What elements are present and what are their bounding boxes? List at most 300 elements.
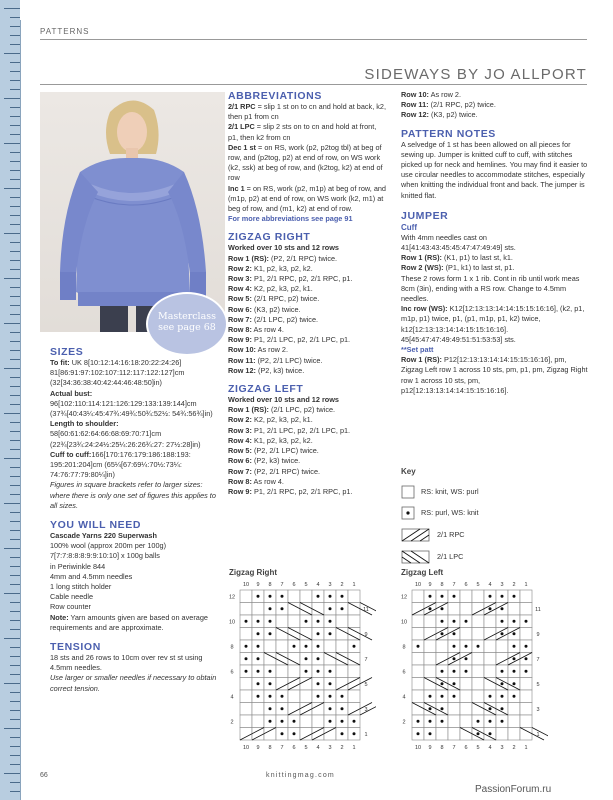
purl-dot — [525, 657, 528, 660]
ruler-tick — [10, 107, 20, 108]
ruler-tick — [10, 449, 20, 450]
chart-cell — [472, 628, 484, 641]
zig-right-sub: Worked over 10 sts and 12 rows — [228, 243, 339, 253]
row-label: Row 1 (RS): — [401, 355, 442, 365]
ruler-tick — [10, 152, 20, 153]
purl-dot — [281, 695, 284, 698]
row-number: 2 — [230, 719, 234, 726]
column-number: 6 — [292, 745, 296, 751]
purl-dot — [305, 657, 308, 660]
row-label: Row 8: — [228, 325, 252, 335]
pattern-row — [228, 325, 388, 335]
purl-dot — [417, 720, 420, 723]
row-label: Row 2: — [228, 415, 252, 425]
purl-dot — [513, 657, 516, 660]
row-number: 5 — [364, 681, 368, 688]
ruler-tick — [10, 377, 20, 378]
to-fit-value: UK 8[10:12:14:16:18:20:22:24:26] 81[86:91:97:102:107:112:117:122:127]cm (32[34:36:38:40:42:44:46:48:50]in) — [50, 358, 185, 388]
chart-cell — [300, 728, 312, 741]
chart-cell — [412, 628, 424, 641]
row-text: (K3, p2) twice. — [251, 304, 301, 314]
jumper-cast-on: With 4mm needles cast on 41[41:43:43:45:45:47:47:49:49] sts. — [401, 232, 516, 253]
purl-dot — [525, 645, 528, 648]
purl-dot — [441, 595, 444, 598]
ruler-tick — [10, 485, 20, 486]
row-text: (P2, 2/1 RPC) twice. — [268, 253, 338, 263]
row-label: Row 1 (RS): — [228, 405, 269, 415]
pattern-row — [228, 426, 388, 436]
chart-cell — [348, 615, 360, 628]
purl-dot — [513, 670, 516, 673]
ruler-tick — [4, 593, 20, 594]
purl-dot — [269, 707, 272, 710]
need-line: 4mm and 4.5mm needles — [50, 571, 133, 581]
column-number: 5 — [476, 582, 480, 588]
ruler-tick — [10, 17, 20, 18]
chart-cell — [312, 703, 324, 716]
need-note: Yarn amounts given are based on average requirements and are approximate. — [50, 612, 208, 632]
chart-cell — [472, 653, 484, 666]
chart-title-left: Zigzag Left — [401, 568, 444, 577]
column-number: 5 — [304, 745, 308, 751]
purl-dot — [477, 645, 480, 648]
ruler-tick — [10, 359, 20, 360]
ruler-tick — [10, 134, 20, 135]
ruler-tick — [10, 530, 20, 531]
chart-cell — [300, 603, 312, 616]
ruler-tick — [10, 170, 20, 171]
ruler-tick — [4, 548, 20, 549]
row-label: Row 4: — [228, 435, 252, 445]
purl-dot — [489, 732, 492, 735]
purl-dot — [489, 607, 492, 610]
chart-cell — [424, 678, 436, 691]
row-text: K12[12:13:13:14:14:15:15:16:16], (k2, p1, m1p, p1) twice, p1, (p1, m1p, p1, k2) twice, k12[12:13:13:14:14:15:15:16:16]. 45[45:47:47:49:49:51:51:53:53] sts. — [401, 304, 585, 344]
row-number: 9 — [364, 631, 368, 638]
row-text: P12[12:13:13:14:14:15:15:16:16], pm, Zigzag Left row 1 across 10 sts, pm, p1, pm, Zigzag Right row 1 across 10 sts, pm, p12[12:13:13:14:14:15:15:16:16]. — [401, 355, 588, 395]
column-number: 8 — [268, 745, 272, 751]
purl-dot — [465, 645, 468, 648]
chart-cell — [348, 603, 360, 616]
ruler-tick — [10, 89, 20, 90]
chart-cell — [436, 640, 448, 653]
chart-cell — [448, 603, 460, 616]
ruler-tick — [10, 602, 20, 603]
row-label: Row 11: — [401, 100, 429, 110]
ruler-tick — [4, 98, 20, 99]
abbrev-key: 2/1 RPC — [228, 102, 256, 111]
ruler-tick — [10, 467, 20, 468]
chart-cell — [348, 653, 360, 666]
key-label: 2/1 LPC — [437, 552, 464, 561]
chart-cell — [288, 703, 300, 716]
column-number: 7 — [280, 582, 284, 588]
purl-dot — [441, 670, 444, 673]
column-number: 9 — [256, 582, 260, 588]
divider — [40, 84, 587, 85]
tension-heading: TENSION — [50, 641, 101, 654]
ruler-tick — [4, 8, 20, 9]
purl-dot — [465, 620, 468, 623]
column-number: 2 — [512, 745, 516, 751]
chart-cell — [300, 678, 312, 691]
purl-dot — [257, 657, 260, 660]
zig-right-heading: ZIGZAG RIGHT — [228, 231, 311, 244]
row-text: (2/1 LPC, p2) twice. — [251, 314, 319, 324]
purl-dot — [441, 607, 444, 610]
column-number: 4 — [316, 582, 320, 588]
column-number: 6 — [464, 745, 468, 751]
chart-cell — [424, 628, 436, 641]
chart-cell — [288, 665, 300, 678]
pattern-row — [228, 254, 388, 264]
row-text: (P1, k1) to last st, p1. — [443, 263, 515, 273]
chart-cell — [520, 715, 532, 728]
row-text: K1, p2, k3, p2, k2. — [251, 263, 313, 273]
row-label: Row 7: — [228, 466, 252, 476]
purl-dot — [441, 620, 444, 623]
chart-title-right: Zigzag Right — [229, 568, 277, 577]
chart-cell — [288, 603, 300, 616]
ruler-tick — [10, 197, 20, 198]
ruler-tick — [10, 566, 20, 567]
cuff-subheading: Cuff — [401, 222, 417, 232]
chart-cell — [276, 628, 288, 641]
page-number: 66 — [40, 772, 48, 779]
ruler-tick — [10, 656, 20, 657]
ruler-tick — [4, 188, 20, 189]
chart-cell — [300, 715, 312, 728]
chart-cell — [484, 665, 496, 678]
need-note-label: Note: — [50, 612, 69, 622]
row-text: As row 4. — [251, 325, 284, 335]
chart-cell — [336, 628, 348, 641]
chart-cell — [240, 690, 252, 703]
ruler-tick — [10, 539, 20, 540]
ruler-tick — [10, 314, 20, 315]
purl-dot — [329, 632, 332, 635]
ruler-tick — [10, 620, 20, 621]
chart-cell — [336, 678, 348, 691]
pattern-row — [228, 405, 388, 415]
row-number: 6 — [402, 669, 406, 676]
purl-dot — [317, 645, 320, 648]
purl-dot — [513, 682, 516, 685]
row-label: Row 2 (WS): — [401, 263, 444, 273]
chart-cell — [460, 590, 472, 603]
need-line: 7[7:7:8:8:8:9:9:10:10] x 100g balls — [50, 551, 160, 561]
chart-cell — [412, 703, 424, 716]
purl-dot — [453, 632, 456, 635]
row-text: (P2, 2/1 LPC) twice. — [255, 355, 323, 365]
row-number: 3 — [536, 706, 540, 713]
row-number: 8 — [230, 644, 234, 651]
purl-dot — [257, 682, 260, 685]
row-label: Row 4: — [228, 284, 252, 294]
ruler-tick — [10, 350, 20, 351]
purl-dot — [329, 670, 332, 673]
chart-cell — [300, 690, 312, 703]
purl-dot — [317, 620, 320, 623]
zig-left-heading: ZIGZAG LEFT — [228, 383, 304, 396]
purl-dot — [341, 607, 344, 610]
chart-cell — [252, 703, 264, 716]
purl-dot — [341, 707, 344, 710]
chart-cell — [300, 590, 312, 603]
chart-cell — [288, 590, 300, 603]
ruler-tick — [10, 719, 20, 720]
ruler-tick — [10, 125, 20, 126]
purl-dot — [441, 695, 444, 698]
chart-cell — [472, 665, 484, 678]
purl-dot — [269, 682, 272, 685]
ruler-tick — [4, 323, 20, 324]
purl-dot — [417, 732, 420, 735]
abbrev-heading: ABBREVIATIONS — [228, 90, 322, 102]
column-number: 9 — [256, 745, 260, 751]
jumper-rib-text: These 2 rows form 1 x 1 rib. Cont in rib until work meas 8cm (3in), ending with a RS row. Change to 4.5mm needles. — [401, 273, 580, 304]
ruler-tick — [10, 701, 20, 702]
row-label: Row 6: — [228, 456, 252, 466]
row-number: 1 — [536, 731, 540, 738]
chart-cell — [508, 703, 520, 716]
purl-dot — [341, 732, 344, 735]
purl-dot — [441, 720, 444, 723]
pattern-row — [228, 456, 388, 466]
ruler-tick — [10, 440, 20, 441]
bust-value: 96[102:110:114:121:126:129:133:139:144]cm (37¾[40:43¼:45:47¾:49¾:50¾:52½: 54¾:56¾]in) — [50, 398, 213, 419]
ruler-tick — [10, 62, 20, 63]
column-number: 4 — [488, 582, 492, 588]
row-text: As row 2. — [428, 90, 462, 99]
chart-cell — [240, 703, 252, 716]
purl-dot — [281, 607, 284, 610]
purl-dot — [353, 645, 356, 648]
column-number: 10 — [242, 582, 250, 588]
chart-cell — [348, 628, 360, 641]
purl-dot — [429, 732, 432, 735]
chart-cell — [412, 665, 424, 678]
purl-dot — [305, 670, 308, 673]
bust-label: Actual bust: — [50, 388, 93, 398]
chart-cell — [472, 603, 484, 616]
chart-cell — [276, 640, 288, 653]
row-text: K1, p2, k3, p2, k2. — [251, 435, 313, 445]
zig-left-sub: Worked over 10 sts and 12 rows — [228, 395, 339, 405]
need-line: Cable needle — [50, 592, 94, 602]
purl-dot — [525, 670, 528, 673]
chart-cell — [460, 715, 472, 728]
chart-cell — [348, 665, 360, 678]
purl-dot — [329, 620, 332, 623]
purl-dot — [257, 695, 260, 698]
row-label: Row 1 (RS): — [228, 253, 269, 263]
purl-dot — [465, 670, 468, 673]
purl-dot — [513, 595, 516, 598]
pattern-row — [228, 446, 388, 456]
row-number: 12 — [400, 594, 408, 601]
purl-dot — [489, 707, 492, 710]
key-label: 2/1 RPC — [437, 530, 465, 539]
purl-dot — [269, 695, 272, 698]
chart-cell — [472, 678, 484, 691]
chart-cell — [336, 653, 348, 666]
purl-dot — [245, 645, 248, 648]
ruler-tick — [10, 584, 20, 585]
chart-cell — [448, 715, 460, 728]
chart-cell — [520, 728, 532, 741]
row-number: 9 — [536, 631, 540, 638]
purl-dot — [429, 695, 432, 698]
tension-note: Use larger or smaller needles if necessary to obtain correct tension. — [50, 673, 217, 693]
chart-cell — [424, 615, 436, 628]
jumper-heading: JUMPER — [401, 209, 449, 222]
ruler-tick — [10, 251, 20, 252]
ruler-tick — [10, 611, 20, 612]
chart-cell — [460, 728, 472, 741]
column-number: 1 — [352, 582, 356, 588]
purl-dot — [305, 645, 308, 648]
watermark: PassionForum.ru — [475, 784, 552, 795]
chart-cell — [324, 728, 336, 741]
row-number: 7 — [364, 656, 368, 663]
chart-cell — [460, 603, 472, 616]
to-fit-label: To fit: — [50, 358, 70, 367]
ruler-tick — [10, 476, 20, 477]
chart-cell — [324, 640, 336, 653]
pattern-row — [401, 100, 589, 110]
purl-dot — [453, 595, 456, 598]
row-number: 7 — [536, 656, 540, 663]
notes-text: A selvedge of 1 st has been allowed on all pieces for sewing up. Jumper is knitted cuff to cuff, with stitches picked up for neck and hemlines. You may find it easier to use circular needles to accommodate stitches, especially when knitting the individual front and back. The jumper is knitted flat. — [401, 139, 588, 200]
purl-dot — [501, 720, 504, 723]
column-number: 5 — [476, 745, 480, 751]
ruler-tick — [4, 368, 20, 369]
pattern-row — [228, 264, 388, 274]
purl-dot — [245, 620, 248, 623]
ruler-tick — [10, 575, 20, 576]
purl-dot — [245, 657, 248, 660]
row-number: 10 — [400, 619, 408, 626]
ruler-tick — [10, 782, 20, 783]
ruler-tick — [10, 404, 20, 405]
ruler-tick — [4, 728, 20, 729]
purl-dot — [429, 607, 432, 610]
chart-cell — [460, 690, 472, 703]
column-number: 6 — [292, 582, 296, 588]
abbrev-key: Dec 1 st — [228, 142, 256, 152]
chart-cell — [520, 703, 532, 716]
pattern-row — [228, 294, 388, 304]
chart-cell — [312, 603, 324, 616]
ruler-tick — [10, 674, 20, 675]
row-label: Row 7: — [228, 314, 252, 324]
column-number: 2 — [340, 582, 344, 588]
purl-dot — [317, 657, 320, 660]
ruler-tick — [10, 764, 20, 765]
purl-dot — [329, 707, 332, 710]
chart-cell — [264, 728, 276, 741]
chart-cell — [300, 703, 312, 716]
purl-dot — [317, 695, 320, 698]
column-number: 7 — [452, 745, 456, 751]
row-label: Row 1 (RS): — [401, 253, 442, 263]
purl-dot — [501, 620, 504, 623]
length-label: Length to shoulder: — [50, 419, 119, 429]
chart-cell — [336, 665, 348, 678]
purl-dot — [477, 720, 480, 723]
column-number: 3 — [328, 745, 332, 751]
row-text: P1, 2/1 LPC, p2, 2/1 LPC, p1. — [251, 425, 351, 435]
purl-dot — [317, 670, 320, 673]
row-number: 1 — [364, 731, 368, 738]
ruler-tick — [4, 458, 20, 459]
ruler-tick — [10, 44, 20, 45]
chart-cell — [240, 603, 252, 616]
column-number: 7 — [280, 745, 284, 751]
purl-dot — [281, 595, 284, 598]
ruler-tick — [10, 287, 20, 288]
key-label: RS: knit, WS: purl — [421, 487, 479, 496]
purl-dot — [329, 695, 332, 698]
ruler-tick — [10, 386, 20, 387]
more-abbrev-link[interactable]: For more abbreviations see page 91 — [228, 214, 353, 224]
chart-cell — [252, 603, 264, 616]
zigzag-right-chart — [226, 578, 376, 754]
pattern-row — [228, 415, 388, 425]
purl-dot — [269, 595, 272, 598]
ruler-tick — [4, 278, 20, 279]
chart-cell — [412, 615, 424, 628]
chart-cell — [508, 603, 520, 616]
ruler-tick — [4, 143, 20, 144]
purl-dot — [406, 511, 409, 514]
row-text: As row 4. — [251, 476, 284, 486]
chart-cell — [264, 653, 276, 666]
key-heading: Key — [401, 467, 416, 476]
column-number: 7 — [452, 582, 456, 588]
abbrev-key: Inc 1 — [228, 183, 245, 193]
chart-cell — [348, 703, 360, 716]
chart-cell — [436, 728, 448, 741]
chart-cell — [312, 728, 324, 741]
ruler-tick — [10, 35, 20, 36]
row-label: Row 10: — [401, 90, 429, 99]
sizes-heading: SIZES — [50, 346, 84, 358]
ruler-tick — [10, 305, 20, 306]
chart-cell — [348, 690, 360, 703]
purl-dot — [317, 632, 320, 635]
ruler-tick — [10, 215, 20, 216]
row-number: 10 — [228, 619, 236, 626]
row-text: (2/1 LPC, p2) twice. — [268, 405, 336, 415]
ruler-tick — [10, 206, 20, 207]
purl-dot — [341, 695, 344, 698]
chart-cell — [288, 690, 300, 703]
purl-dot — [257, 645, 260, 648]
chart-cell — [496, 640, 508, 653]
chart-cell — [472, 703, 484, 716]
purl-dot — [341, 720, 344, 723]
row-number: 11 — [535, 606, 541, 613]
chart-cell — [412, 603, 424, 616]
ruler-tick — [10, 557, 20, 558]
ruler-tick — [10, 116, 20, 117]
page-ruler — [0, 0, 21, 800]
chart-cell — [460, 628, 472, 641]
row-number: 4 — [402, 694, 406, 701]
ruler-tick — [10, 629, 20, 630]
